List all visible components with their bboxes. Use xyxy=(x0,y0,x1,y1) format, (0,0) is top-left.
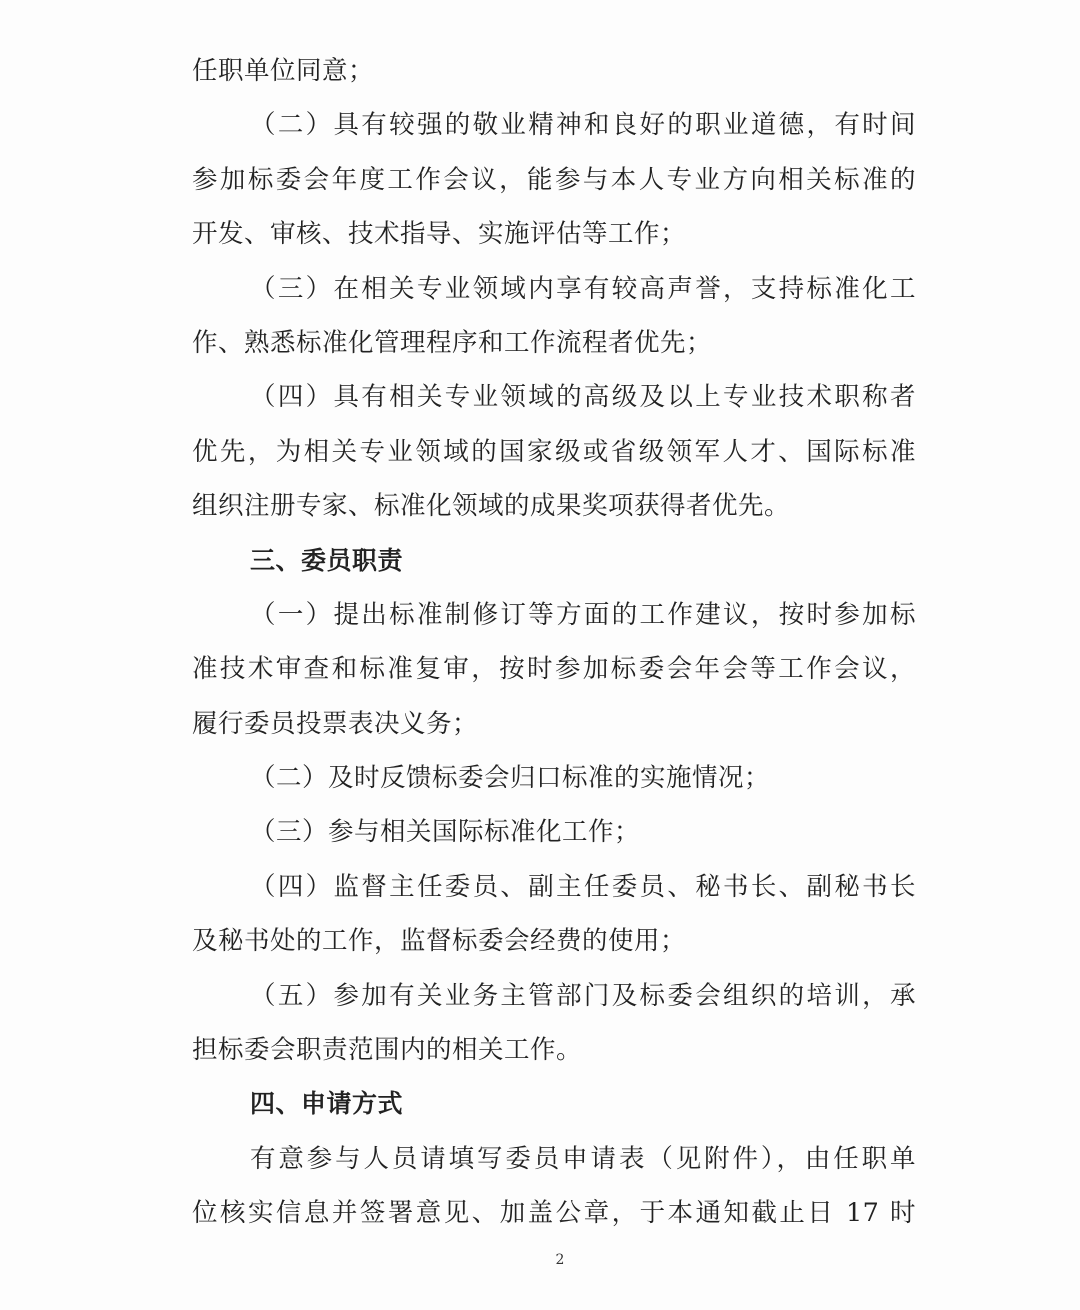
text-line: 优先，为相关专业领域的国家级或省级领军人才、国际标准 xyxy=(192,436,916,467)
text-line: （四）监督主任委员、副主任委员、秘书长、副秘书长 xyxy=(250,871,916,902)
text-line: 履行委员投票表决义务； xyxy=(192,708,479,739)
text-line: 作、熟悉标准化管理程序和工作流程者优先； xyxy=(192,327,713,358)
text-line: （二）具有较强的敬业精神和良好的职业道德，有时间 xyxy=(250,110,916,141)
text-line: 组织注册专家、标准化领域的成果奖项获得者优先。 xyxy=(192,491,791,522)
text-line: （一）提出标准制修订等方面的工作建议，按时参加标 xyxy=(250,599,916,630)
section-heading: 四、申请方式 xyxy=(250,1089,404,1119)
text-line: （三）在相关专业领域内享有较高声誉，支持标准化工 xyxy=(250,273,916,304)
section-heading: 三、委员职责 xyxy=(250,545,404,575)
page-number: 2 xyxy=(555,1252,565,1268)
text-line: 开发、审核、技术指导、实施评估等工作； xyxy=(192,219,687,250)
body-text xyxy=(192,44,916,1241)
text-line: （四）具有相关专业领域的高级及以上专业技术职称者 xyxy=(250,382,916,413)
text-line: 任职单位同意； xyxy=(192,56,375,86)
text-line: 位核实信息并签署意见、加盖公章，于本通知截止日 17 时 xyxy=(192,1198,916,1229)
text-line: 及秘书处的工作，监督标委会经费的使用； xyxy=(192,926,687,957)
text-line: 准技术审查和标准复审，按时参加标委会年会等工作会议， xyxy=(192,654,916,685)
text-line: 参加标委会年度工作会议，能参与本人专业方向相关标准的 xyxy=(192,164,916,195)
text-line: 有意参与人员请填写委员申请表（见附件），由任职单 xyxy=(250,1143,916,1174)
text-line: （五）参加有关业务主管部门及标委会组织的培训，承 xyxy=(250,980,916,1011)
text-line: 担标委会职责范围内的相关工作。 xyxy=(192,1035,583,1066)
text-line: （三）参与相关国际标准化工作； xyxy=(250,817,641,848)
text-line: （二）及时反馈标委会归口标准的实施情况； xyxy=(250,763,771,794)
